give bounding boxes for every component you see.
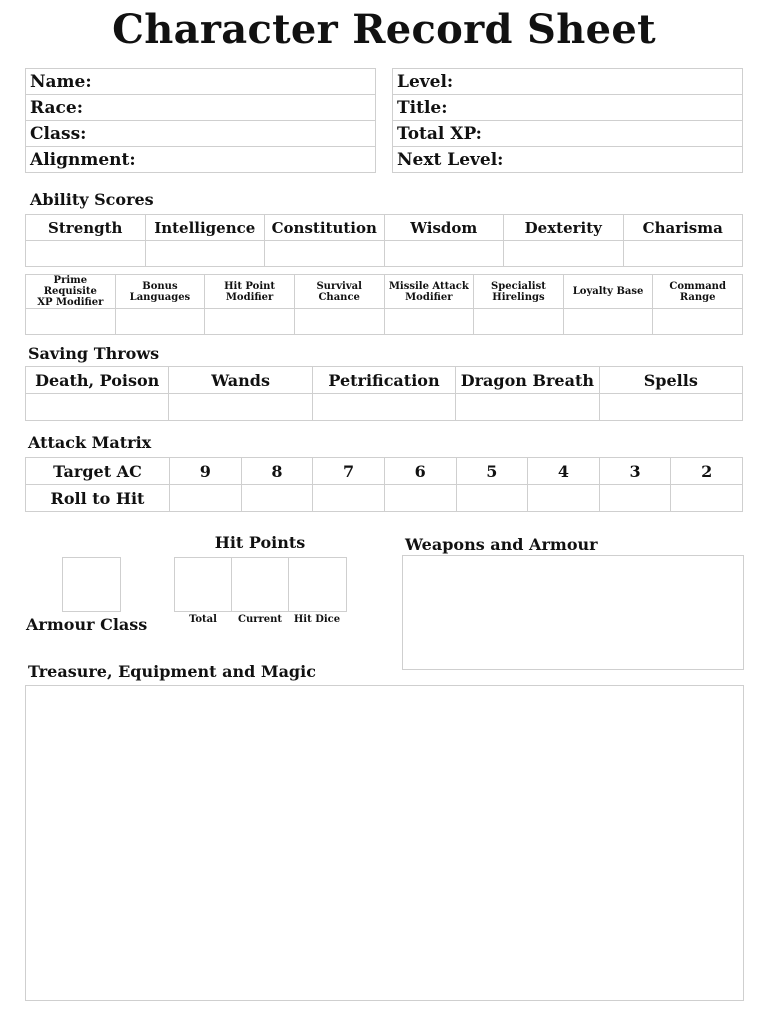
info-right-table bbox=[392, 68, 743, 173]
roll-to-hit-ac-3[interactable] bbox=[599, 485, 671, 512]
dragon-breath-value[interactable] bbox=[456, 394, 599, 421]
ac-6: 6 bbox=[384, 458, 456, 485]
treasure-box[interactable] bbox=[25, 685, 744, 1001]
hp-hit-dice-label: Hit Dice bbox=[293, 614, 341, 625]
specialist-hirelings-value[interactable] bbox=[474, 309, 564, 335]
death-poison-value[interactable] bbox=[26, 394, 169, 421]
next-level-field[interactable]: Next Level: bbox=[393, 147, 743, 173]
hp-current-box[interactable] bbox=[231, 557, 290, 612]
saving-throws-heading: Saving Throws bbox=[28, 344, 160, 363]
charisma-value[interactable] bbox=[623, 241, 743, 267]
roll-to-hit-ac-7[interactable] bbox=[313, 485, 385, 512]
hit-point-modifier-value[interactable] bbox=[205, 309, 295, 335]
intelligence-value[interactable] bbox=[145, 241, 265, 267]
hp-total-label: Total bbox=[189, 614, 217, 625]
roll-to-hit-ac-2[interactable] bbox=[671, 485, 743, 512]
info-left-table bbox=[25, 68, 376, 173]
ac-5: 5 bbox=[456, 458, 528, 485]
ac-8: 8 bbox=[241, 458, 313, 485]
petrification-header: Petrification bbox=[312, 367, 455, 394]
saving-throws-table bbox=[25, 366, 743, 421]
survival-chance-value[interactable] bbox=[294, 309, 384, 335]
intelligence-header: Intelligence bbox=[145, 215, 265, 241]
survival-chance-header: Survival Chance bbox=[294, 275, 384, 309]
attack-matrix-table bbox=[25, 457, 743, 512]
hp-total-box[interactable] bbox=[174, 557, 233, 612]
hit-point-modifier-header: Hit Point Modifier bbox=[205, 275, 295, 309]
roll-to-hit-ac-5[interactable] bbox=[456, 485, 528, 512]
hp-hit-dice-box[interactable] bbox=[288, 557, 347, 612]
total-xp-field[interactable]: Total XP: bbox=[393, 121, 743, 147]
level-field[interactable]: Level: bbox=[393, 69, 743, 95]
dexterity-header: Dexterity bbox=[504, 215, 624, 241]
prime-requisite-value[interactable] bbox=[26, 309, 116, 335]
sheet-title: Character Record Sheet bbox=[112, 6, 656, 53]
strength-value[interactable] bbox=[26, 241, 146, 267]
ac-9: 9 bbox=[170, 458, 242, 485]
ac-3: 3 bbox=[599, 458, 671, 485]
weapons-heading: Weapons and Armour bbox=[405, 535, 598, 554]
class-field[interactable]: Class: bbox=[26, 121, 376, 147]
command-range-header: Command Range bbox=[653, 275, 743, 309]
prime-requisite-header: Prime Requisite XP Modifier bbox=[26, 275, 116, 309]
weapons-box[interactable] bbox=[402, 555, 744, 670]
roll-to-hit-label: Roll to Hit bbox=[26, 485, 170, 512]
treasure-heading: Treasure, Equipment and Magic bbox=[28, 662, 316, 681]
command-range-value[interactable] bbox=[653, 309, 743, 335]
roll-to-hit-ac-9[interactable] bbox=[170, 485, 242, 512]
roll-to-hit-ac-8[interactable] bbox=[241, 485, 313, 512]
bonus-languages-header: Bonus Languages bbox=[115, 275, 205, 309]
charisma-header: Charisma bbox=[623, 215, 743, 241]
constitution-header: Constitution bbox=[265, 215, 385, 241]
bonus-languages-value[interactable] bbox=[115, 309, 205, 335]
ac-4: 4 bbox=[528, 458, 600, 485]
hp-current-label: Current bbox=[237, 614, 283, 625]
ac-2: 2 bbox=[671, 458, 743, 485]
wisdom-value[interactable] bbox=[384, 241, 504, 267]
roll-to-hit-ac-4[interactable] bbox=[528, 485, 600, 512]
wands-value[interactable] bbox=[169, 394, 312, 421]
name-field[interactable]: Name: bbox=[26, 69, 376, 95]
loyalty-base-header: Loyalty Base bbox=[563, 275, 653, 309]
death-poison-header: Death, Poison bbox=[26, 367, 169, 394]
armour-class-label: Armour Class bbox=[26, 615, 148, 634]
constitution-value[interactable] bbox=[265, 241, 385, 267]
target-ac-label: Target AC bbox=[26, 458, 170, 485]
alignment-field[interactable]: Alignment: bbox=[26, 147, 376, 173]
race-field[interactable]: Race: bbox=[26, 95, 376, 121]
spells-header: Spells bbox=[599, 367, 742, 394]
missile-attack-value[interactable] bbox=[384, 309, 474, 335]
ability-scores-table bbox=[25, 214, 743, 267]
specialist-hirelings-header: Specialist Hirelings bbox=[474, 275, 564, 309]
spells-value[interactable] bbox=[599, 394, 742, 421]
dexterity-value[interactable] bbox=[504, 241, 624, 267]
wisdom-header: Wisdom bbox=[384, 215, 504, 241]
petrification-value[interactable] bbox=[312, 394, 455, 421]
missile-attack-header: Missile Attack Modifier bbox=[384, 275, 474, 309]
armour-class-box[interactable] bbox=[62, 557, 121, 612]
attack-matrix-heading: Attack Matrix bbox=[28, 433, 152, 452]
roll-to-hit-ac-6[interactable] bbox=[384, 485, 456, 512]
ability-scores-heading: Ability Scores bbox=[30, 190, 154, 209]
hit-points-heading: Hit Points bbox=[214, 533, 306, 552]
ac-7: 7 bbox=[313, 458, 385, 485]
title-field[interactable]: Title: bbox=[393, 95, 743, 121]
wands-header: Wands bbox=[169, 367, 312, 394]
strength-header: Strength bbox=[26, 215, 146, 241]
dragon-breath-header: Dragon Breath bbox=[456, 367, 599, 394]
loyalty-base-value[interactable] bbox=[563, 309, 653, 335]
modifiers-table bbox=[25, 274, 743, 335]
